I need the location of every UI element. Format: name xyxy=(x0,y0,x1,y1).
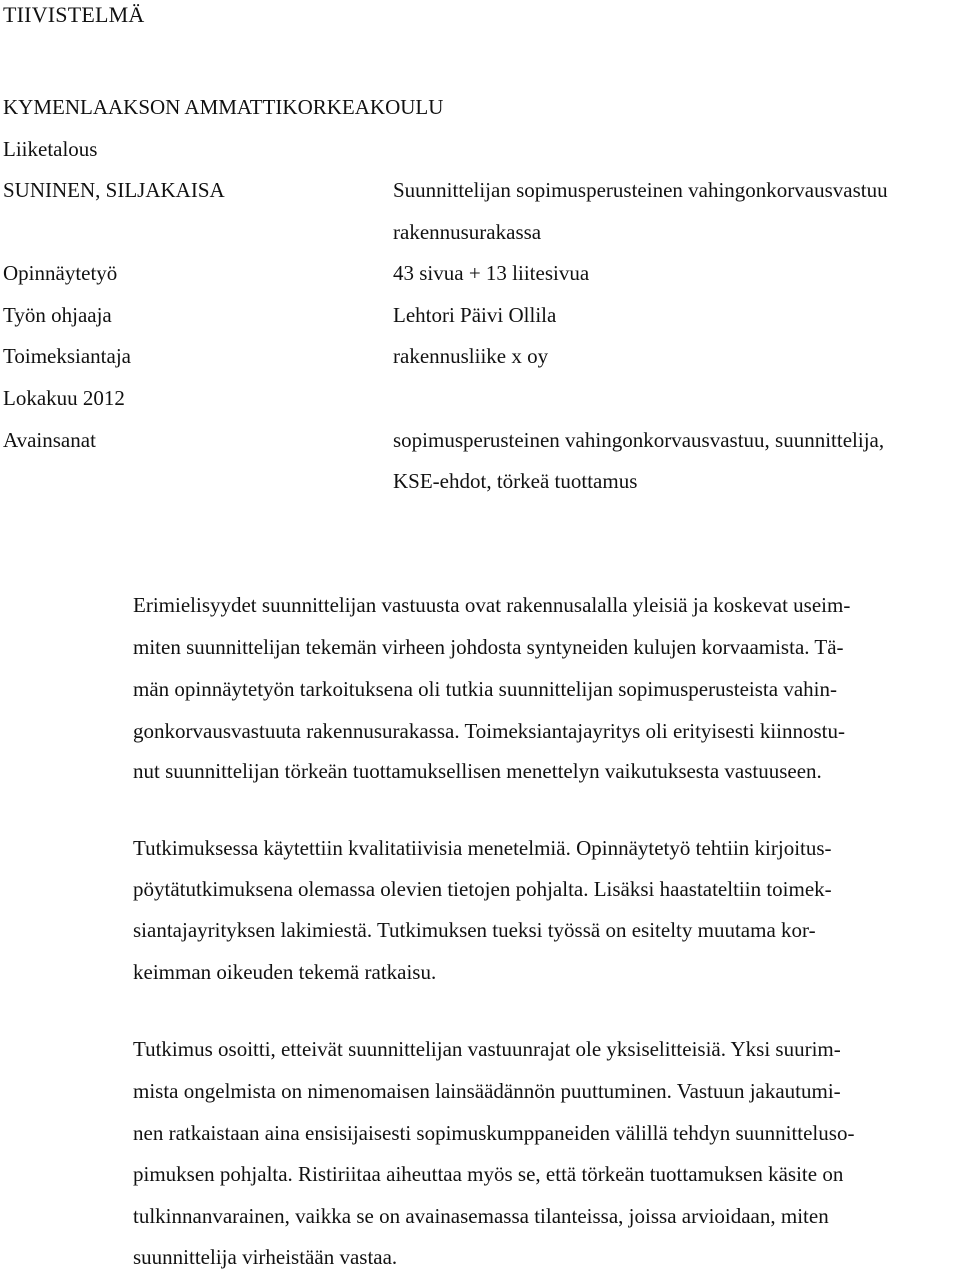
date: Lokakuu 2012 xyxy=(3,386,125,410)
keywords-label: Avainsanat xyxy=(3,428,96,452)
keywords-line-1: sopimusperusteinen vahingonkorvausvastuu, suunnittelija, xyxy=(393,428,885,452)
paragraph-line: pimuksen pohjalta. Ristiriitaa aiheuttaa myös se, että törkeän tuottamuksen käsite on xyxy=(133,1162,844,1186)
commissioner-label: Toimeksiantaja xyxy=(3,344,131,368)
paragraph-line: miten suunnittelijan tekemän virheen johdosta syntyneiden kulujen korvaamista. Tä- xyxy=(133,635,844,659)
thesis-label: Opinnäytetyö xyxy=(3,261,118,285)
supervisor-value: Lehtori Päivi Ollila xyxy=(393,303,557,327)
supervisor-label: Työn ohjaaja xyxy=(3,303,112,327)
paragraph-line: mista ongelmista on nimenomaisen lainsäädännön puuttuminen. Vastuun jakautumi- xyxy=(133,1079,841,1103)
author-names: SUNINEN, SILJAKAISA xyxy=(3,178,225,202)
paragraph-line: män opinnäytetyön tarkoituksena oli tutkia suunnittelijan sopimusperusteista vahin- xyxy=(133,677,837,701)
paragraph-line: pöytätutkimuksena olemassa olevien tietojen pohjalta. Lisäksi haastateltiin toimek- xyxy=(133,877,832,901)
paragraph-line: suunnittelija virheistään vastaa. xyxy=(133,1245,398,1269)
commissioner-value: rakennusliike x oy xyxy=(393,344,549,368)
paragraph-line: Tutkimus osoitti, etteivät suunnittelijan vastuunrajat ole yksiselitteisiä. Yksi suurim- xyxy=(133,1037,841,1061)
thesis-title-line-1: Suunnittelijan sopimusperusteinen vahingonkorvausvastuu xyxy=(393,178,888,202)
paragraph-line: nen ratkaistaan aina ensisijaisesti sopimuskumppaneiden välillä tehdyn suunnitteluso- xyxy=(133,1121,855,1145)
paragraph-line: Tutkimuksessa käytettiin kvalitatiivisia menetelmiä. Opinnäytetyö tehtiin kirjoitus- xyxy=(133,836,832,860)
thesis-title-line-2: rakennusurakassa xyxy=(393,220,542,244)
paragraph-line: tulkinnanvarainen, vaikka se on avainasemassa tilanteissa, joissa arvioidaan, miten xyxy=(133,1204,829,1228)
keywords-line-2: KSE-ehdot, törkeä tuottamus xyxy=(393,469,638,493)
paragraph-line: Erimielisyydet suunnittelijan vastuusta ovat rakennusalalla yleisiä ja koskevat useim- xyxy=(133,593,851,617)
paragraph-line: gonkorvausvastuuta rakennusurakassa. Toimeksiantajayritys oli erityisesti kiinnostu- xyxy=(133,719,846,743)
page-title: TIIVISTELMÄ xyxy=(3,2,145,27)
degree-program: Liiketalous xyxy=(3,137,98,161)
school-name: KYMENLAAKSON AMMATTIKORKEAKOULU xyxy=(3,95,444,119)
paragraph-line: keimman oikeuden tekemä ratkaisu. xyxy=(133,960,437,984)
page-count: 43 sivua + 13 liitesivua xyxy=(393,261,590,285)
paragraph-line: siantajayrityksen lakimiestä. Tutkimuksen tueksi työssä on esitelty muutama kor- xyxy=(133,918,816,942)
paragraph-line: nut suunnittelijan törkeän tuottamuksellisen menettelyn vaikutuksesta vastuuseen. xyxy=(133,759,822,783)
